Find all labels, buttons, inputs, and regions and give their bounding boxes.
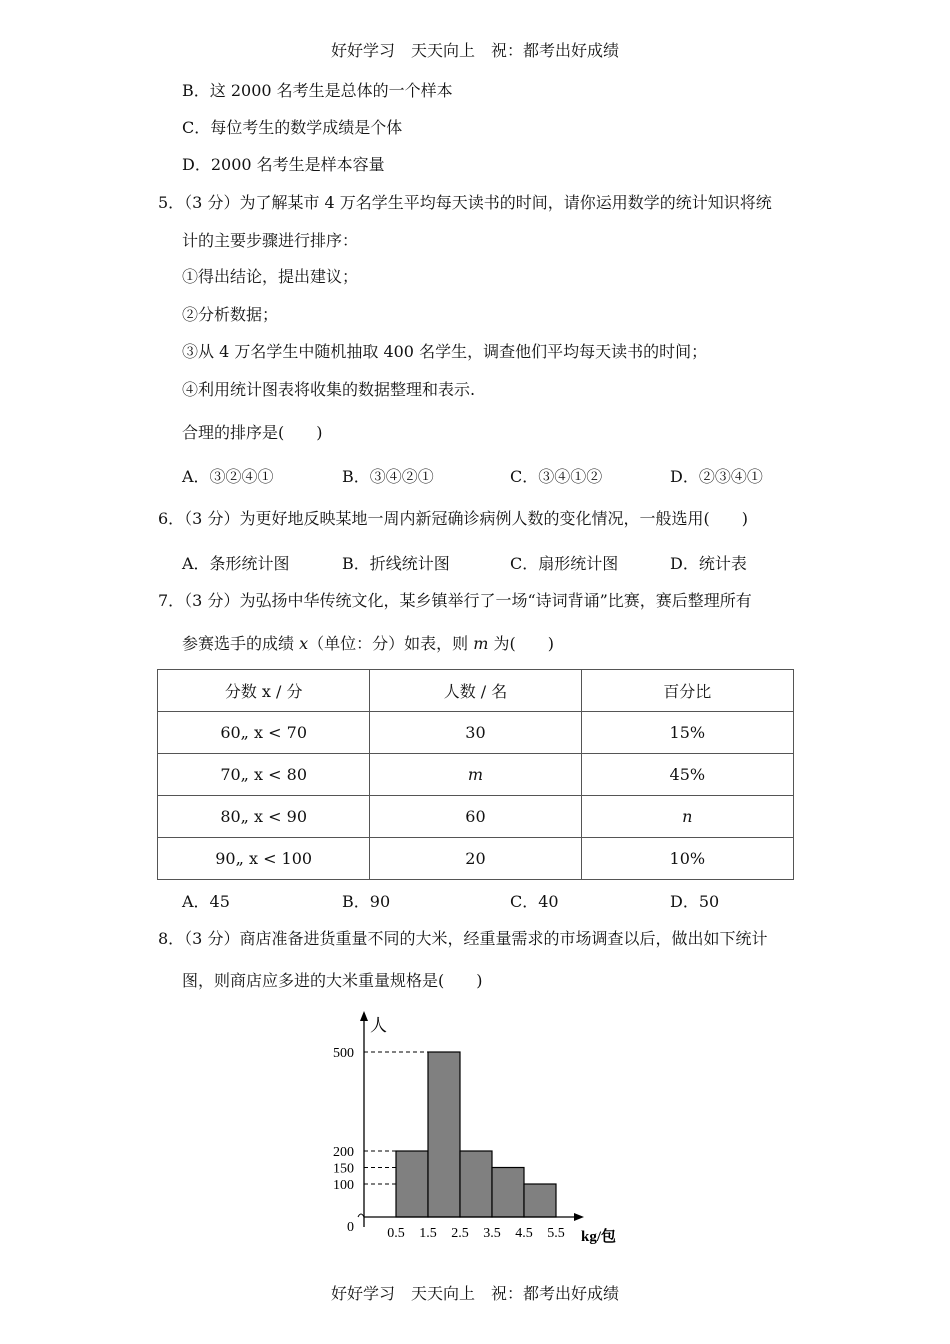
- q5-stem-line1: 5．（3 分）为了解某市 4 万名学生平均每天读书的时间，请你运用数学的统计知识将统: [158, 193, 772, 212]
- q5-option-c: C．③④①②: [510, 467, 603, 486]
- page-header: 好好学习 天天向上 祝：都考出好成绩: [330, 41, 619, 60]
- y-tick-label: 150: [333, 1161, 354, 1177]
- q7-var-x: x: [299, 634, 309, 653]
- q5-option-b: B．③④②①: [342, 467, 434, 486]
- q5-stem-line2: 计的主要步骤进行排序：: [182, 231, 359, 250]
- q4-option-d: D．2000 名考生是样本容量: [182, 155, 385, 174]
- x-tick-label: 4.5: [515, 1226, 533, 1241]
- q5-question: 合理的排序是( ): [182, 423, 323, 442]
- y-tick-label: 100: [333, 1178, 354, 1193]
- q6-option-c: C．扇形统计图: [510, 554, 619, 573]
- q6-option-a: A．条形统计图: [182, 554, 290, 573]
- table-row: [158, 754, 794, 796]
- q6-option-d: D．统计表: [670, 554, 747, 573]
- y-tick-label: 200: [333, 1145, 354, 1160]
- q6-option-b: B．折线统计图: [342, 554, 450, 573]
- y-axis-arrow: [360, 1011, 368, 1021]
- q5-step-2: ②分析数据；: [182, 305, 279, 324]
- table-cell: 80„ x < 90: [158, 796, 370, 838]
- table-row: [158, 712, 794, 754]
- table-cell: 60: [370, 796, 581, 838]
- q7-stem-line2: [182, 634, 554, 654]
- x-axis-label: kg/包: [581, 1229, 617, 1245]
- table-cell: 30: [370, 712, 581, 754]
- table-cell: 15%: [581, 712, 793, 754]
- table-header-cell: 分数 x / 分: [158, 670, 370, 712]
- page-footer: 好好学习 天天向上 祝：都考出好成绩: [330, 1284, 619, 1303]
- table-cell: 45%: [581, 754, 793, 796]
- q5-option-d: D．②③④①: [670, 467, 763, 486]
- q7-option-c: C．40: [510, 892, 559, 911]
- q5-option-a: A．③②④①: [182, 467, 274, 486]
- y-axis-label: 人: [370, 1016, 387, 1035]
- q5-step-4: ④利用统计图表将收集的数据整理和表示.: [182, 380, 476, 399]
- y-tick-label: 0: [347, 1220, 354, 1235]
- histogram-bar: [524, 1184, 556, 1217]
- score-table: [157, 669, 794, 880]
- q5-step-3: ③从 4 万名学生中随机抽取 400 名学生，调查他们平均每天读书的时间；: [182, 342, 708, 361]
- table-cell: 60„ x < 70: [158, 712, 370, 754]
- x-tick-label: 5.5: [547, 1226, 565, 1241]
- table-row: [158, 838, 794, 880]
- table-cell: n: [581, 796, 793, 838]
- q7-stem-line1: 7．（3 分）为弘扬中华传统文化，某乡镇举行了一场“诗词背诵”比赛，赛后整理所有: [158, 591, 752, 610]
- x-tick-label: 1.5: [419, 1226, 437, 1241]
- table-cell: 90„ x < 100: [158, 838, 370, 880]
- q7-var-m: m: [473, 634, 489, 653]
- q7-option-b: B．90: [342, 892, 391, 911]
- q6-stem: 6．（3 分）为更好地反映某地一周内新冠确诊病例人数的变化情况，一般选用( ): [158, 509, 748, 528]
- q7-option-a: A．45: [182, 892, 230, 911]
- x-tick-label: 3.5: [483, 1226, 501, 1241]
- table-cell: m: [370, 754, 581, 796]
- histogram-bar: [428, 1052, 460, 1217]
- table-cell: 10%: [581, 838, 793, 880]
- q8-stem-line2: 图，则商店应多进的大米重量规格是( ): [182, 971, 483, 990]
- histogram-bar: [492, 1168, 524, 1218]
- table-row: [158, 796, 794, 838]
- table-header-cell: 百分比: [581, 670, 793, 712]
- rice-weight-histogram: [300, 1005, 640, 1255]
- q7-stem-post: 为( ): [493, 634, 555, 653]
- table-header-cell: 人数 / 名: [370, 670, 581, 712]
- q4-option-c: C．每位考生的数学成绩是个体: [182, 118, 403, 137]
- axis-break-mark: [358, 1214, 364, 1217]
- histogram-bar: [396, 1151, 428, 1217]
- x-axis-arrow: [574, 1213, 584, 1221]
- x-tick-label: 0.5: [387, 1226, 405, 1241]
- x-tick-label: 2.5: [451, 1226, 469, 1241]
- q7-stem-pre: 参赛选手的成绩: [182, 634, 295, 653]
- histogram-bar: [460, 1151, 492, 1217]
- q8-stem-line1: 8．（3 分）商店准备进货重量不同的大米，经重量需求的市场调查以后，做出如下统计: [158, 929, 768, 948]
- table-header-row: [158, 670, 794, 712]
- y-tick-label: 500: [333, 1046, 354, 1061]
- q7-stem-mid: （单位：分）如表，则: [308, 634, 469, 653]
- q4-option-b: B．这 2000 名考生是总体的一个样本: [182, 81, 453, 100]
- table-cell: 70„ x < 80: [158, 754, 370, 796]
- q7-option-d: D．50: [670, 892, 720, 911]
- table-cell: 20: [370, 838, 581, 880]
- q5-step-1: ①得出结论，提出建议；: [182, 267, 359, 286]
